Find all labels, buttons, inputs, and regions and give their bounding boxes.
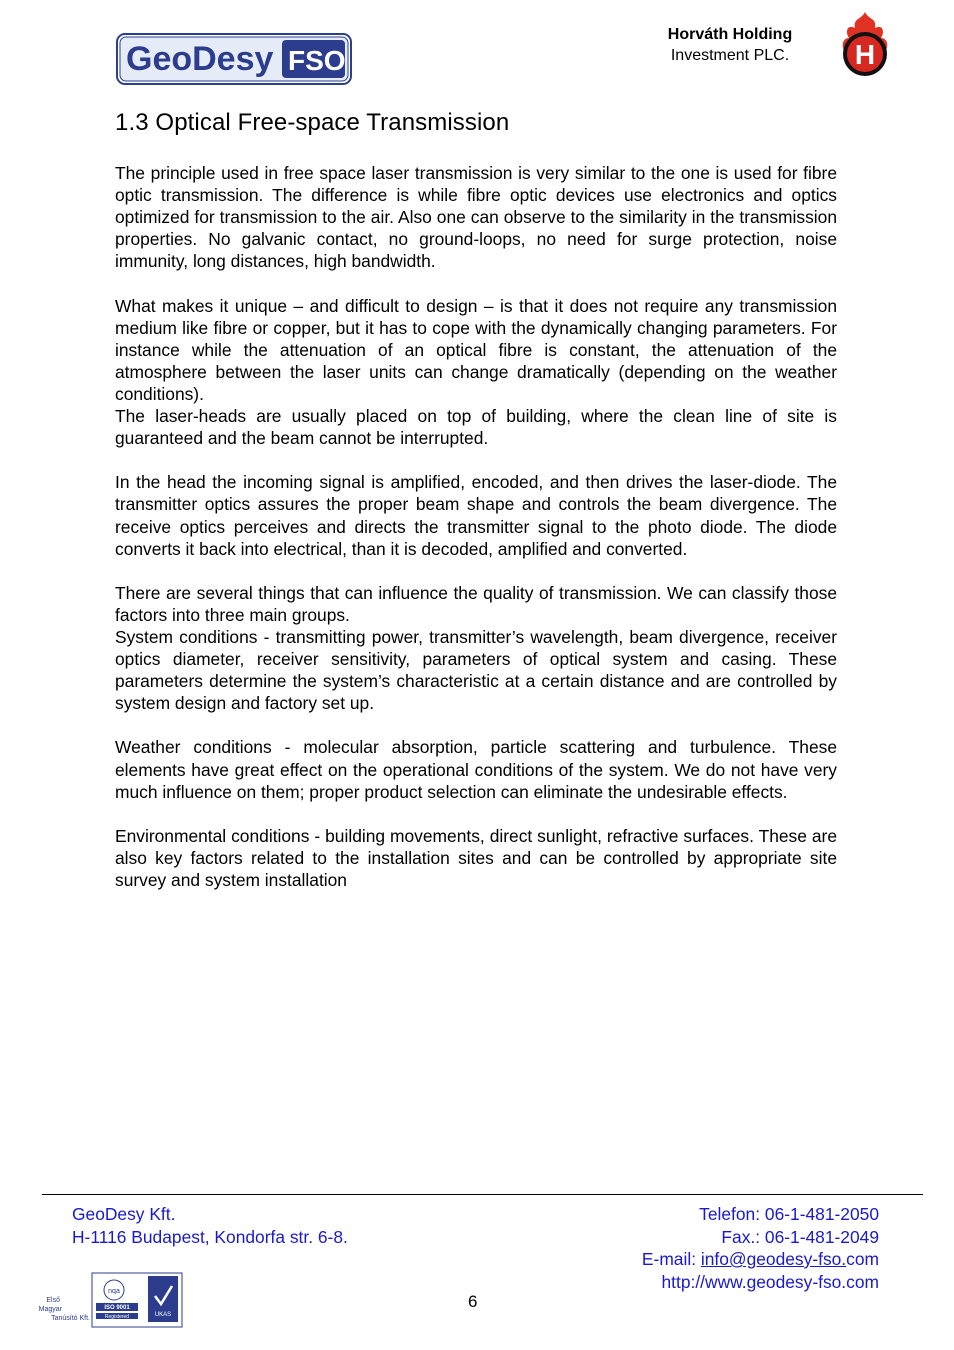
cert-registered: Registered [104, 1314, 130, 1320]
footer-email-line [642, 1248, 879, 1271]
footer-fax: Fax.: 06-1-481-2049 [721, 1226, 879, 1247]
paragraph-unique: What makes it unique – and difficult to design – is that it does not require any transmission medium like fibre or copper, but it has to cope with the dynamically changing parameters. For instance while the attenuation of an optical fibre is constant, the attenuation of the atmosphere between the laser units can change dramatically (depending on the weather conditions). [115, 295, 837, 404]
cert-ukas: UKAS [154, 1312, 172, 1318]
paragraph-environmental-conditions: Environmental conditions - building movements, direct sunlight, refractive surfaces. These are also key factors related to the installation sites and can be controlled by appropriate site survey and system installation [115, 825, 837, 890]
footer-address: H-1116 Budapest, Kondorfa str. 6-8. [72, 1226, 348, 1247]
cert-text-3: Tanúsító Kft. [51, 1315, 90, 1322]
paragraph-laser-heads: The laser-heads are usually placed on top of building, where the clean line of site is guaranteed and the beam cannot be interrupted. [115, 406, 837, 449]
holding-subtitle: Investment PLC. [670, 47, 790, 64]
cert-nqa: nqa [108, 1288, 120, 1295]
geodesy-fso-logo [116, 33, 352, 85]
footer-email-tail: com [846, 1249, 879, 1269]
footer-email-link[interactable]: info@geodesy-fso. [700, 1249, 847, 1269]
logo-main-text: GeoDesy [126, 40, 274, 78]
cert-text-1: Első [46, 1297, 60, 1304]
footer-email-label: E-mail: [641, 1249, 701, 1269]
cert-text-2: Magyar [38, 1306, 62, 1313]
paragraph-influence: There are several things that can influence the quality of transmission. We can classify those factors into three main groups. [115, 582, 837, 625]
footer-phone: Telefon: 06-1-481-2050 [699, 1204, 879, 1224]
section-heading: 1.3 Optical Free-space Transmission [115, 109, 510, 136]
page-number: 6 [468, 1292, 478, 1311]
paragraph-principle: The principle used in free space laser transmission is very similar to the one is used for fibre optic transmission. The difference is while fibre optic devices use electronics and optics optimized for transmission to the air. Also one can observe to the similarity in the transmission properties. No galvanic contact, no ground-loops, no need for surge protection, noise immunity, long distances, high bandwidth. [115, 163, 837, 272]
paragraph-system-conditions: System conditions - transmitting power, transmitter’s wavelength, beam divergence, receiver optics diameter, receiver sensitivity, parameters of optical system and casing. These parameters determine the system’s characteristic at a certain distance and are controlled by system design and factory set up. [115, 626, 837, 714]
cert-badge: ISO 9001 [104, 1305, 130, 1311]
footer-website[interactable]: http://www.geodesy-fso.com [661, 1271, 879, 1292]
body-text [115, 162, 837, 913]
horvath-holding-logo [835, 10, 895, 80]
holding-name: Horváth Holding [667, 26, 793, 43]
holding-logo-letter: H [854, 39, 876, 70]
paragraph-weather-conditions: Weather conditions - molecular absorption, particle scattering and turbulence. These elements have great effect on the operational conditions of the system. We do not have very much influence on them; proper product selection can eliminate the undesirable effects. [115, 737, 837, 802]
footer-contact-block [642, 1203, 879, 1293]
holding-company-block [640, 24, 820, 66]
footer-address-block [72, 1203, 348, 1248]
certification-logos [28, 1268, 188, 1330]
footer-company: GeoDesy Kft. [72, 1204, 176, 1224]
paragraph-head-signal: In the head the incoming signal is amplified, encoded, and then drives the laser-diode. The transmitter optics assures the proper beam shape and controls the beam divergence. The receive optics perceives and directs the transmitter signal to the photo diode. The diode converts it back into electrical, than it is decoded, amplified and converted. [115, 472, 837, 559]
footer-divider [42, 1194, 923, 1195]
logo-sub-text: FSO [288, 45, 346, 76]
